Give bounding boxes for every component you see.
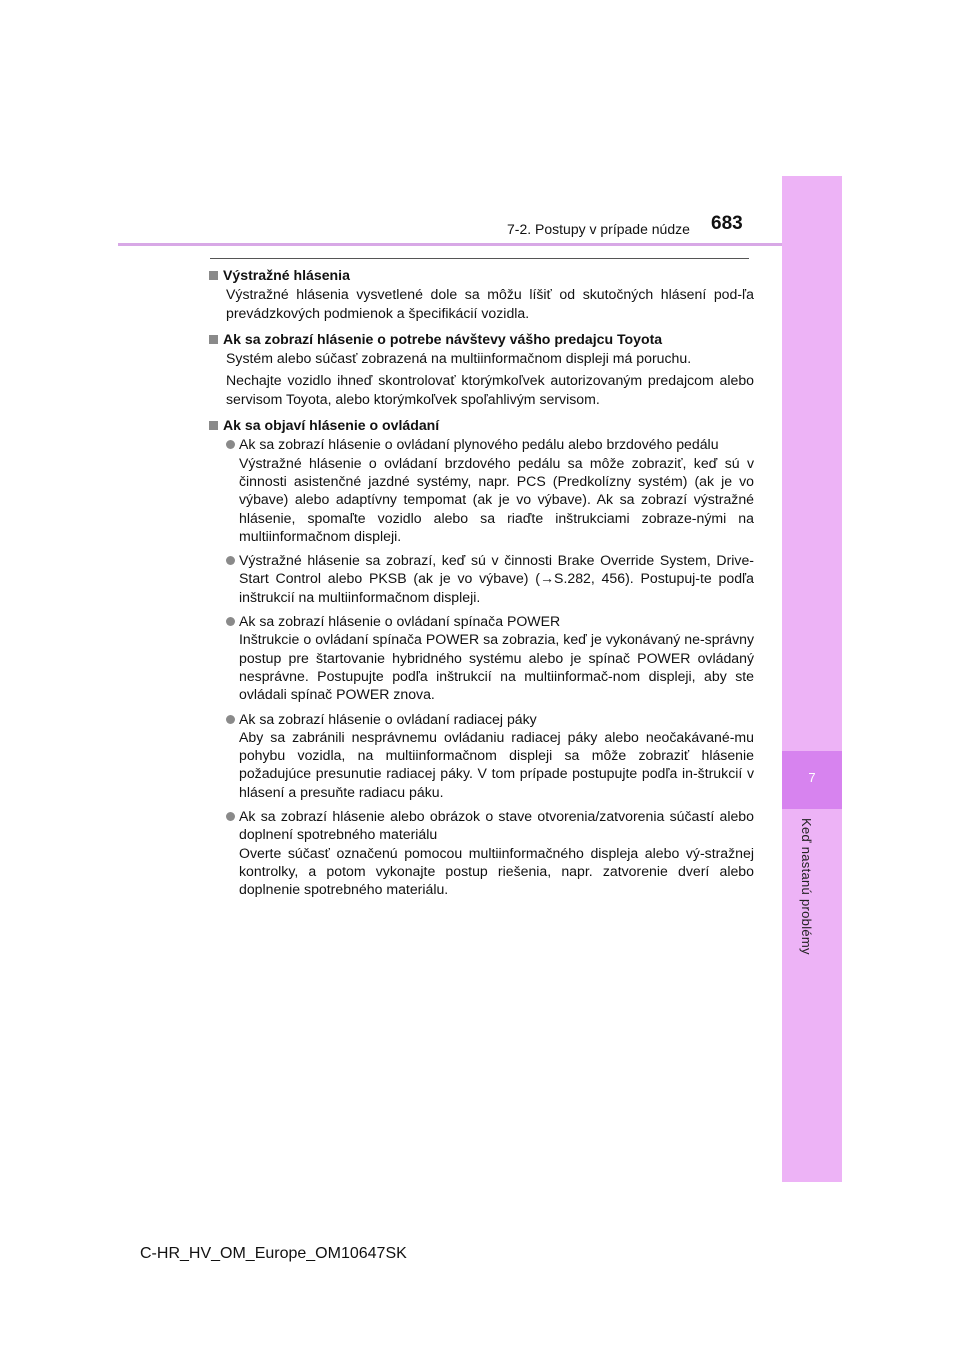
list-item: Ak sa zobrazí hlásenie o ovládaní spínača POWER Inštrukcie o ovládaní spínača POWER sa zobrazia, keď je vykonávaný ne-správny postup pre štartovanie hybridného systému alebo je spínač POWER ovládaný nesprávne. Postupujte podľa inštrukcií na multiinformač-nom displeji, aby ste ovládali spínač POWER znova. xyxy=(226,612,754,703)
paragraph: Výstražné hlásenia vysvetlené dole sa môžu líšiť od skutočných hlásení pod-ľa prevádzkových podmienok a špecifikácií vozidla. xyxy=(226,286,754,321)
square-bullet-icon xyxy=(209,271,218,280)
circle-bullet-icon xyxy=(226,556,235,565)
square-bullet-icon xyxy=(209,421,218,430)
circle-bullet-icon xyxy=(226,617,235,626)
page-content xyxy=(209,266,754,905)
circle-bullet-icon xyxy=(226,715,235,724)
list-item: Výstražné hlásenie sa zobrazí, keď sú v činnosti Brake Override System, Drive-Start Control alebo PKSB (ak je vo výbave) (→S.282, 456). Postupuj-te podľa inštrukcií na multiinformačnom displeji. xyxy=(226,551,754,606)
section-title: 7-2. Postupy v prípade núdze xyxy=(507,221,690,237)
list-item: Ak sa zobrazí hlásenie alebo obrázok o stave otvorenia/zatvorenia súčastí alebo doplnení spotrebného materiálu Overte súčasť označenú pomocou multiinformačného displeja alebo vý-stražnej kontrolky, a potom vykonajte postup riešenia, napr. zatvorenie dverí alebo doplnenie spotrebného materiálu. xyxy=(226,807,754,898)
chapter-title: Keď nastanú problémy xyxy=(799,818,814,955)
section-heading: Ak sa objaví hlásenie o ovládaní xyxy=(209,416,754,434)
paragraph: Systém alebo súčasť zobrazená na multiinformačnom displeji má poruchu. xyxy=(226,350,692,367)
chapter-number: 7 xyxy=(808,770,816,785)
header-divider xyxy=(118,243,782,246)
section-operation-message xyxy=(209,416,754,898)
list-item: Ak sa zobrazí hlásenie o ovládaní radiacej páky Aby sa zabránili nesprávnemu ovládaniu radiacej páky alebo neočakávané-mu pohybu vozidla, na multiinformačnom displeji sa môže zobraziť hlásenie požadujúce presunutie radiacej páky. V tom prípade postupujte podľa in-štrukcií v hlásení a presuňte radiacu páku. xyxy=(226,710,754,801)
section-heading: Výstražné hlásenia xyxy=(209,266,754,284)
section-visit-dealer xyxy=(209,330,754,408)
square-bullet-icon xyxy=(209,335,218,344)
circle-bullet-icon xyxy=(226,812,235,821)
page-number: 683 xyxy=(711,213,743,234)
list-item: Ak sa zobrazí hlásenie o ovládaní plynového pedálu alebo brzdového pedálu Výstražné hlásenie o ovládaní brzdového pedálu sa môže zobraziť, keď sú v činnosti asistenčné jazdné systémy, napr. PCS (Predkolízny systém) (ak je vo výbave) alebo adaptívny tempomat (ak je vo výbave). Ak sa zobrazí výstražné hlásenie, spomaľte vozidlo alebo sa riaďte inštrukciami zobraze-nými na multiinformačnom displeji. xyxy=(226,435,754,545)
content-top-rule xyxy=(210,258,749,259)
circle-bullet-icon xyxy=(226,440,235,449)
section-heading: Ak sa zobrazí hlásenie o potrebe návštevy vášho predajcu Toyota xyxy=(209,330,754,348)
chapter-side-tab xyxy=(782,176,842,1182)
section-warning-messages xyxy=(209,266,754,322)
paragraph: Nechajte vozidlo ihneď skontrolovať ktorýmkoľvek autorizovaným predajcom alebo servisom Toyota, alebo ktorýmkoľvek spoľahlivým servisom. xyxy=(226,372,754,407)
document-id-footer: C-HR_HV_OM_Europe_OM10647SK xyxy=(140,1245,407,1262)
